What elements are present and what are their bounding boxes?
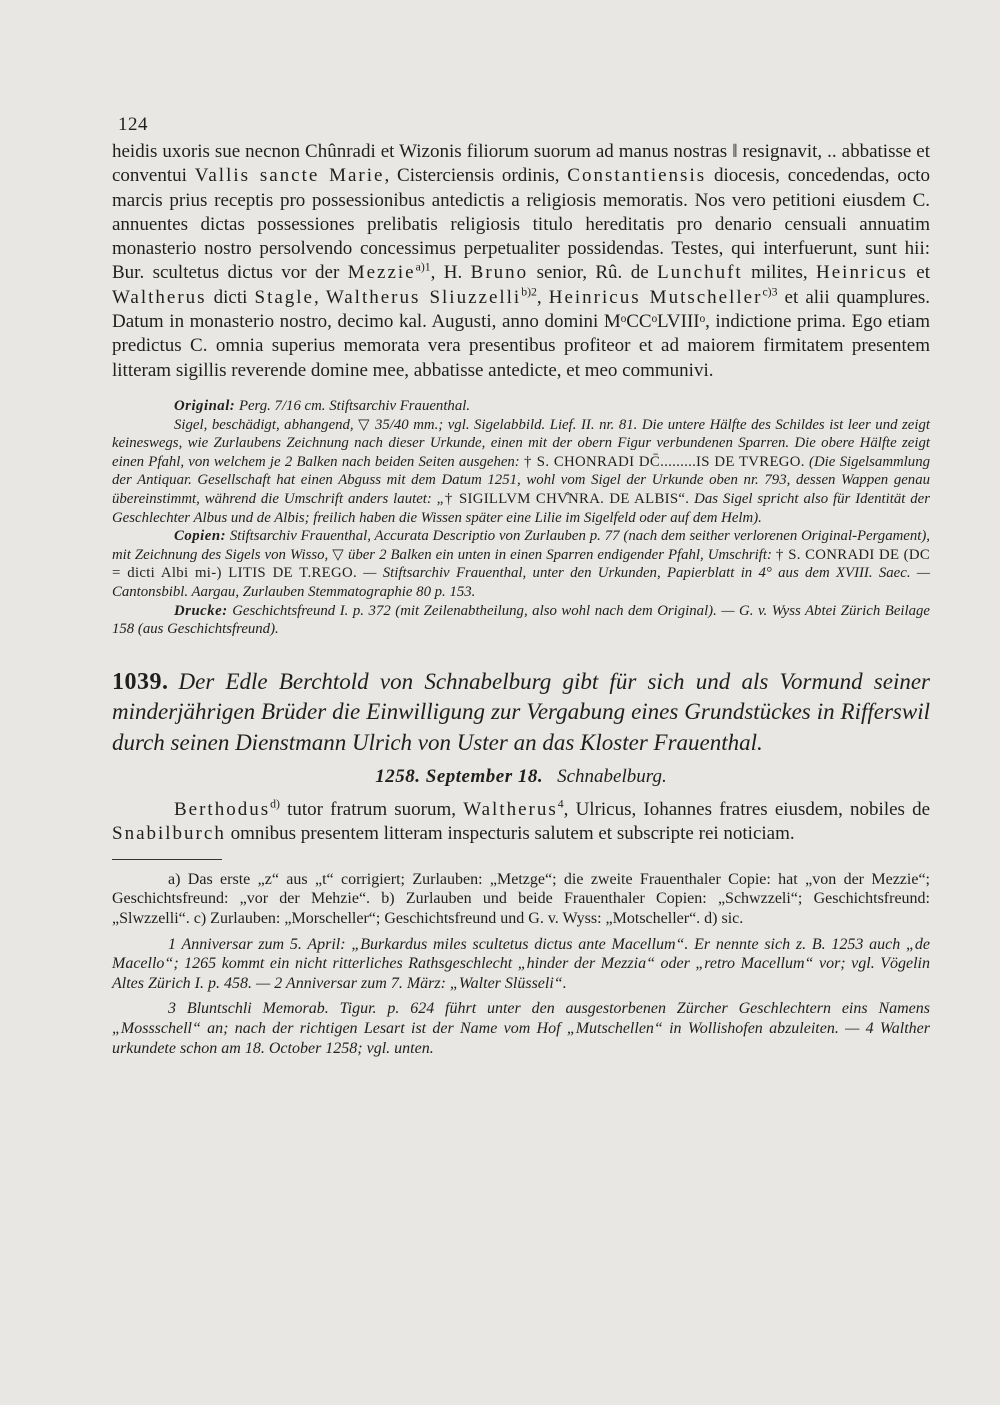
document-date: 1258. September 18. xyxy=(375,766,544,788)
text-run: tutor fratrum suorum, xyxy=(287,799,457,821)
text-run: et alii quamplures. Datum in monasterio nostro, decimo kal. Augusti, anno domini MᵒCCᵒLVIIIᵒ, indictione prima. Ego etiam predictus C. omnia superius memorata vera presentibus profiteor et ad maiorem firmitatem presentem litteram sigillis reverende domine mee, abbatisse antedicte, et meo communivi. xyxy=(112,286,931,381)
text-run: , xyxy=(314,286,319,308)
apparatus-text: Perg. 7/16 cm. Stiftsarchiv Frauenthal. xyxy=(238,397,471,414)
person-name: Bruno xyxy=(470,262,529,284)
person-name: Waltherus xyxy=(463,799,558,821)
document-title: Der Edle Berchtold von Schnabelburg gibt für sich und als Vormund seiner minderjährigen Brüder die Einwilligung zur Vergabung eines Grundstückes in Rifferswil durch seinen Dienstmann Ulrich von Uster an das Kloster Frauenthal. xyxy=(112,668,930,755)
person-name: Lunchuft xyxy=(657,262,743,284)
footnote-3-4: 3 Bluntschli Memorab. Tigur. p. 624 führt unter den ausgestorbenen Zürcher Geschlechtern eins Namens „Mossschell“ an; nach der richtigen Lesart ist der Name vom Hof „Mutschellen“ in Wollishofen abzuleiten. — 4 Walther urkundete schon am 18. October 1258; vgl. unten. xyxy=(112,1000,930,1057)
text-run: diocesis, concedendas, octo marcis prius receptis pro possessionibus antedictis a religiosis memoratis. Nos vero petitioni eiusdem C. annuentes dictas possessiones prelibatis religiosis titulo hereditatis pro denario censuali annuatim monasterio nostro persolvendo concessimus perpetualiter possidendas. Testes, qui interfuerunt, sunt hii: Bur. scultetus dictus vor der xyxy=(112,165,931,284)
footnote-1-2: 1 Anniversar zum 5. April: „Burkardus miles scultetus dictus ante Macellum“. Er nennte sich z. B. 1253 auch „de Macello“; 1265 kommt ein nicht ritterliches Rathsgeschlecht „hinder der Mezzia“ oder „retro Macellum“ vor; vgl. Vögelin Altes Zürich I. p. 458. — 2 Anniversar zum 7. März: „Walter Slüsseli“. xyxy=(112,935,930,992)
apparatus-label: Drucke: xyxy=(174,602,228,619)
place-name: Snabilburch xyxy=(112,823,226,845)
page-content xyxy=(112,140,930,1064)
text-run: heidis uxoris sue necnon Chûnradi et Wizonis filiorum suorum ad manus nostras ‖ resignavit, .. abbatisse et conventui xyxy=(112,141,930,187)
charter-text xyxy=(112,140,930,383)
place-name: Constantiensis xyxy=(567,165,707,187)
document-heading xyxy=(112,667,930,759)
text-run: , Cisterciensis ordinis, xyxy=(384,165,560,187)
document-number: 1039. xyxy=(112,668,169,695)
footnote-ref: 4 xyxy=(557,797,564,811)
text-run: , Ulricus, Iohannes fratres eiusdem, nobiles de xyxy=(563,799,931,821)
apparatus-original xyxy=(112,397,930,416)
apparatus-text: (Die Sigelsammlung der Antiquar. Gesellschaft hat einen Abguss mit dem Datum 1251, wohl vom Sigel der Urkunde oben nr. 793, dessen Wappen genau übereinstimmt, während die Umschrift anders lautet: xyxy=(112,453,930,507)
apparatus-text: — Stiftsarchiv Frauenthal, unter den Urkunden, Papierblatt in 4° aus dem XVIII. Saec. — Cantonsbibl. Aargau, Zurlauben Stemmatographie 80 p. 153. xyxy=(112,565,930,600)
footnote-ref: a) xyxy=(415,261,425,275)
person-name: Stagle xyxy=(254,286,314,308)
apparatus-text: Das Sigel spricht also für Identität der Geschlechter Albus und de Albis; freilich haben die Wissen später eine Lilie im Sigelfeld oder auf dem Helm). xyxy=(112,490,931,526)
footnote-rule xyxy=(112,859,222,860)
footnote-letters: a) Das erste „z“ aus „t“ corrigiert; Zurlauben: „Metzge“; die zweite Frauenthaler Copie: hat „von der Mezzie“; Geschichtsfreund: „vor der Mehzie“. b) Zurlauben und beide Frauenthaler Copien: „Schwzzeli“; Geschichtsfreund: „Slwzzelli“. c) Zurlauben: „Morscheller“; Geschichtsfreund und G. v. Wyss: „Motscheller“. d) sic. xyxy=(112,870,930,927)
footnote-ref: b) xyxy=(521,285,532,299)
person-name: Heinricus Mutscheller xyxy=(548,286,763,308)
page-number: 124 xyxy=(118,114,148,135)
footnote-ref: 2 xyxy=(531,285,537,299)
person-name: Waltherus Sliuzzelli xyxy=(325,286,522,308)
document-date-line xyxy=(112,766,930,788)
person-name: Mezzie xyxy=(347,262,416,284)
apparatus-text: Sigel, beschädigt, abhangend, ▽ 35/40 mm.; vgl. Sigelabbild. Lief. II. nr. 81. Die untere Hälfte des Schildes ist leer und zeigt keineswegs, wie Zurlaubens Zeichnung nach dieser Urkunde, einen mit der obern Figur verbundenen Sparren. Die obere Hälfte zeigt einen Pfahl, von welchem je 2 Balken nach beiden Seiten ausgehen: xyxy=(112,416,930,470)
person-name: Berthodus xyxy=(174,799,271,821)
footnotes xyxy=(112,870,930,1058)
person-name: Waltherus xyxy=(112,286,207,308)
apparatus-drucke xyxy=(112,602,930,639)
text-run: dicti xyxy=(213,286,248,308)
seal-legend: „† SIGILLVM CHV̊NRA. DE ALBIS“. xyxy=(436,490,690,507)
apparatus-copien xyxy=(112,527,930,601)
document-place: Schnabelburg. xyxy=(557,766,667,788)
place-name: Vallis sancte Marie xyxy=(194,165,385,187)
person-name: Heinricus xyxy=(816,262,908,284)
text-run: omnibus presentem litteram inspecturis salutem et subscripte rei noticiam. xyxy=(230,823,795,845)
apparatus-text: Stiftsarchiv Frauenthal, Accurata Descriptio von Zurlauben p. 77 (nach dem seither verlorenen Original-Pergament), mit Zeichnung des Sigels von Wisso, ▽ über 2 Balken ein unten in einen Sparren endigender Pfahl, Umschrift: xyxy=(112,528,930,563)
text-run: et xyxy=(916,262,931,284)
apparatus-sigel xyxy=(112,416,930,528)
document-opening xyxy=(112,798,930,847)
text-run: milites, xyxy=(751,262,808,284)
footnote-ref: c) xyxy=(762,285,772,299)
critical-apparatus xyxy=(112,397,930,639)
apparatus-label: Original: xyxy=(174,397,236,414)
text-run: , xyxy=(536,286,542,308)
footnote-ref: 1 xyxy=(424,261,431,275)
seal-legend: † S. CONRADI DE (DC = dicti Albi mi-) LITIS DE T.REGO. xyxy=(112,546,930,582)
footnote-ref: 3 xyxy=(771,285,778,299)
text-run: , H. xyxy=(430,262,463,284)
apparatus-label: Copien: xyxy=(174,528,227,545)
footnote-ref: d) xyxy=(270,797,280,811)
seal-legend: † S. CHONRADI DC̄.........IS DE TVREGO. xyxy=(524,453,805,470)
text-run: senior, Rû. de xyxy=(536,262,649,284)
apparatus-text: Geschichtsfreund I. p. 372 (mit Zeilenabtheilung, also wohl nach dem Original). — G. v. Wyss Abtei Zürich Beilage 158 (aus Geschichtsfreund). xyxy=(112,602,930,638)
